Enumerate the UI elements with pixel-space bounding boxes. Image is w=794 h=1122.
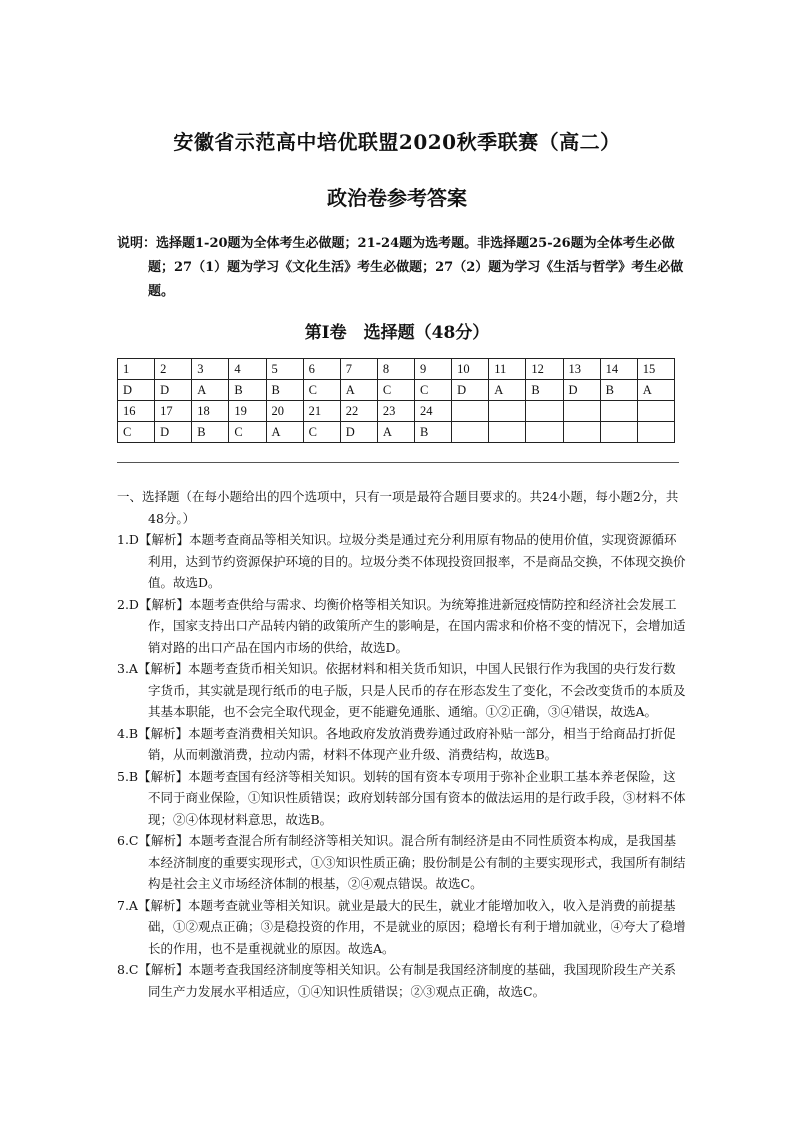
table-cell: 20 (266, 401, 303, 422)
instructions-note (117, 232, 687, 304)
table-cell: 16 (118, 401, 155, 422)
instructions-text: 说明：选择题1-20题为全体考生必做题；21-24题为选考题。非选择题25-26题为全体考生必做题；27（1）题为学习《文化生活》考生必做题；27（2）题为学习《生活与哲学》考生必做题。 (117, 236, 684, 299)
table-cell (452, 422, 489, 443)
table-cell: 21 (303, 401, 340, 422)
explanation-item: 2.D【解析】本题考查供给与需求、均衡价格等相关知识。为统筹推进新冠疫情防控和经济社会发展工作，国家支持出口产品转内销的政策所产生的影响是，在国内需求和价格不变的情况下，会增加适销对路的出口产品在国内市场的供给，故选D。 (117, 596, 686, 655)
table-cell: 18 (192, 401, 229, 422)
document-title: 安徽省示范高中培优联盟2020秋季联赛（高二） (173, 130, 621, 154)
table-cell (637, 401, 674, 422)
table-row (118, 359, 675, 380)
table-cell: C (377, 380, 414, 401)
table-cell: 13 (563, 359, 600, 380)
table-cell: 11 (489, 359, 526, 380)
document-subtitle: 政治卷参考答案 (327, 186, 467, 210)
table-cell: 8 (377, 359, 414, 380)
table-cell: 15 (637, 359, 674, 380)
table-cell: 23 (377, 401, 414, 422)
table-cell: 4 (229, 359, 266, 380)
table-cell: B (526, 380, 563, 401)
table-cell: B (266, 380, 303, 401)
table-cell: C (415, 380, 452, 401)
explanation-item: 4.B【解析】本题考查消费相关知识。各地政府发放消费券通过政府补贴一部分，相当于给商品打折促销，从而刺激消费，拉动内需，材料不体现产业升级、消费结构，故选B。 (117, 725, 676, 762)
table-cell: 22 (340, 401, 377, 422)
table-cell (526, 422, 563, 443)
table-cell: D (340, 422, 377, 443)
table-cell (600, 401, 637, 422)
table-cell: 19 (229, 401, 266, 422)
table-cell: A (377, 422, 414, 443)
table-cell: 17 (155, 401, 192, 422)
table-cell: C (303, 380, 340, 401)
table-cell: 6 (303, 359, 340, 380)
table-cell: 5 (266, 359, 303, 380)
table-cell: 9 (415, 359, 452, 380)
table-cell: B (229, 380, 266, 401)
table-cell: B (600, 380, 637, 401)
section-intro: 一、选择题（在每小题给出的四个选项中，只有一项是最符合题目要求的。共24小题，每小题2分，共48分。） (117, 489, 679, 526)
explanation-item: 1.D【解析】本题考查商品等相关知识。垃圾分类是通过充分利用原有物品的使用价值，实现资源循环利用，达到节约资源保护环境的目的。垃圾分类不体现投资回报率，不是商品交换，不体现交换价值。故选D。 (117, 532, 686, 590)
table-cell: 2 (155, 359, 192, 380)
table-cell (563, 401, 600, 422)
table-cell: A (266, 422, 303, 443)
table-cell: D (155, 422, 192, 443)
table-cell: A (340, 380, 377, 401)
table-cell: D (563, 380, 600, 401)
table-cell: 14 (600, 359, 637, 380)
table-cell: 1 (118, 359, 155, 380)
table-cell: A (637, 380, 674, 401)
explanation-item: 6.C【解析】本题考查混合所有制经济等相关知识。混合所有制经济是由不同性质资本构成，是我国基本经济制度的重要实现形式，①③知识性质正确；股份制是公有制的主要实现形式，我国所有制结构是社会主义市场经济体制的根基，②④观点错误。故选C。 (117, 833, 686, 891)
table-cell (563, 422, 600, 443)
table-cell: A (192, 380, 229, 401)
explanations-section (117, 486, 687, 1002)
table-cell: D (118, 380, 155, 401)
table-cell: 24 (415, 401, 452, 422)
table-cell: A (489, 380, 526, 401)
table-cell: 7 (340, 359, 377, 380)
table-cell: 10 (452, 359, 489, 380)
table-row (118, 380, 675, 401)
table-row (118, 401, 675, 422)
table-cell: B (415, 422, 452, 443)
table-cell (489, 401, 526, 422)
table-cell: C (118, 422, 155, 443)
table-cell (489, 422, 526, 443)
explanation-item: 8.C【解析】本题考查我国经济制度等相关知识。公有制是我国经济制度的基础，我国现阶段生产关系同生产力发展水平相适应，①④知识性质错误；②③观点正确，故选C。 (117, 962, 676, 999)
answer-table (117, 358, 675, 443)
table-cell: D (452, 380, 489, 401)
table-cell: C (229, 422, 266, 443)
divider (117, 462, 679, 463)
table-cell: B (192, 422, 229, 443)
table-cell (637, 422, 674, 443)
table-cell (526, 401, 563, 422)
explanation-item: 3.A【解析】本题考查货币相关知识。依据材料和相关货币知识，中国人民银行作为我国的央行发行数字货币，其实就是现行纸币的电子版，只是人民币的存在形态发生了变化，不会改变货币的本质及其基本职能，也不会完全取代现金，更不能避免通胀、通缩。①②正确，③④错误，故选A。 (117, 661, 686, 719)
explanation-item: 7.A【解析】本题考查就业等相关知识。就业是最大的民生，就业才能增加收入，收入是消费的前提基础，①②观点正确；③是稳投资的作用，不是就业的原因；稳增长有利于增加就业，④夸大了稳增长的作用，也不是重视就业的原因。故选A。 (117, 897, 686, 956)
section-title: 第Ⅰ卷 选择题（48分） (304, 323, 490, 343)
table-cell (452, 401, 489, 422)
table-cell: D (155, 380, 192, 401)
explanation-item: 5.B【解析】本题考查国有经济等相关知识。划转的国有资本专项用于弥补企业职工基本养老保险，这不同于商业保险，①知识性质错误；政府划转部分国有资本的做法运用的是行政手段，③材料不体现；②④体现材料意思，故选B。 (117, 768, 686, 827)
table-cell: 12 (526, 359, 563, 380)
table-cell: C (303, 422, 340, 443)
table-cell (600, 422, 637, 443)
table-row (118, 422, 675, 443)
table-cell: 3 (192, 359, 229, 380)
